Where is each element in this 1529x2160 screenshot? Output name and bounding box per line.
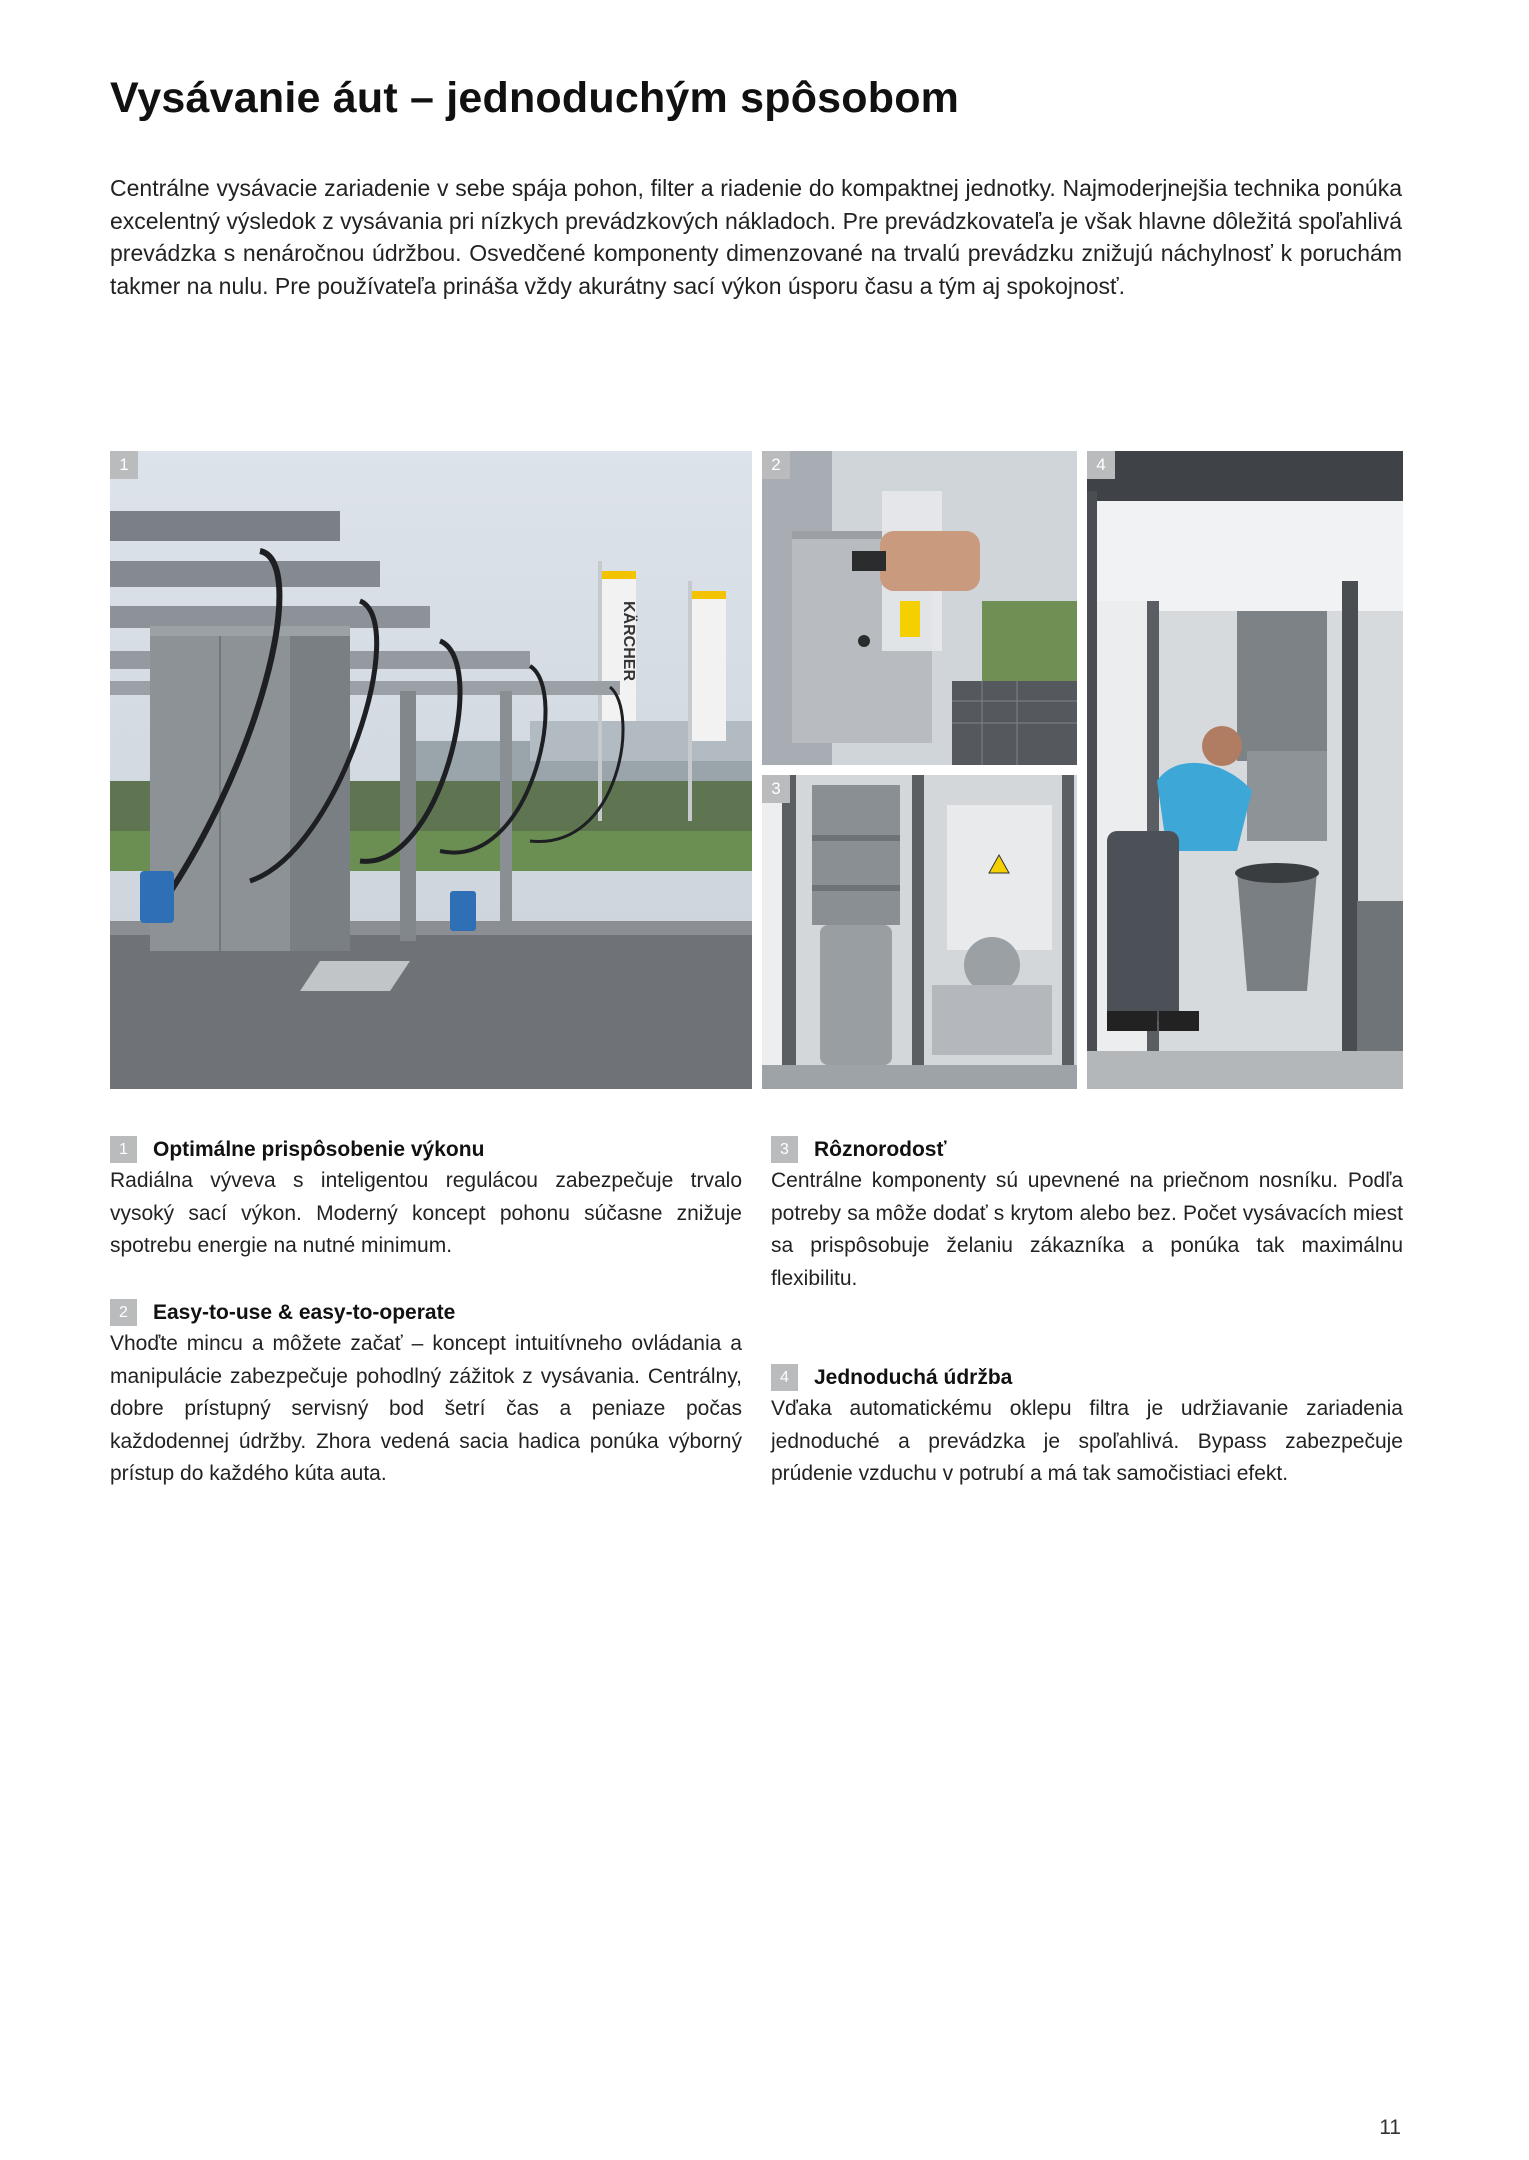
- caption-number: 2: [110, 1299, 137, 1326]
- photo-coin-box: [762, 451, 1077, 765]
- caption-text: Centrálne komponenty sú upevnené na priečnom nosníku. Podľa potreby sa môže dodať s krytom alebo bez. Počet vysávacích miest sa prispôsobuje želaniu zákazníka a ponúka tak maximálnu flexibilitu.: [771, 1169, 1403, 1290]
- caption-text: Radiálna výveva s inteligentou regulácou zabezpečuje trvalo vysoký sací výkon. Moderný koncept pohonu súčasne znižuje spotrebu energie na nutné minimum.: [110, 1169, 742, 1257]
- intro-paragraph: Centrálne vysávacie zariadenie v sebe spája pohon, filter a riadenie do kompaktnej jednotky. Najmoderjnejšia technika ponúka excelentný výsledok z vysávania pri nízkych prevádzkových nákladoch. Pre prevádzkovateľa je však hlavne dôležitá spoľahlivá prevádzka s nenáročnou údržbou. Osvedčené komponenty dimenzované na trvalú prevádzku znižujú náchylnosť k poruchám takmer na nulu. Pre používateľa prináša vždy akurátny sací výkon úsporu času a tým aj spokojnosť.: [110, 175, 1402, 299]
- photo-central-components: [762, 775, 1077, 1089]
- caption-number: 3: [771, 1136, 798, 1163]
- photo-maintenance: [1087, 451, 1403, 1089]
- photo-number-badge: 4: [1087, 451, 1115, 479]
- caption-title: Rôznorodosť: [814, 1137, 947, 1161]
- page-number: 11: [1379, 2116, 1401, 2139]
- photo-number-badge: 2: [762, 451, 790, 479]
- caption-title: Jednoduchá údržba: [814, 1365, 1013, 1389]
- photo-number-badge: 3: [762, 775, 790, 803]
- caption-number: 4: [771, 1364, 798, 1391]
- photo-vacuum-station: [110, 451, 752, 1089]
- caption-2: [110, 1299, 742, 1491]
- flag-brand-text: KÄRCHER: [620, 601, 637, 681]
- photo-number-badge: 1: [110, 451, 138, 479]
- caption-number: 1: [110, 1136, 137, 1163]
- page-title: Vysávanie áut – jednoduchým spôsobom: [110, 74, 960, 122]
- caption-4: [771, 1364, 1403, 1491]
- caption-title: Easy-to-use & easy-to-operate: [153, 1300, 456, 1324]
- caption-1: [110, 1136, 742, 1263]
- caption-3: [771, 1136, 1403, 1295]
- caption-text: Vhoďte mincu a môžete začať – koncept intuitívneho ovládania a manipulácie zabezpečuje pohodlný zážitok z vysávania. Centrálny, dobre prístupný servisný bod šetrí čas a peniaze počas každodennej údržby. Zhora vedená sacia hadica ponúka výborný prístup do každého kúta auta.: [110, 1332, 742, 1485]
- caption-title: Optimálne prispôsobenie výkonu: [153, 1137, 485, 1161]
- caption-text: Vďaka automatickému oklepu filtra je udržiavanie zariadenia jednoduché a prevádzka je spoľahlivá. Bypass zabezpečuje prúdenie vzduchu v potrubí a má tak samočistiaci efekt.: [771, 1397, 1403, 1485]
